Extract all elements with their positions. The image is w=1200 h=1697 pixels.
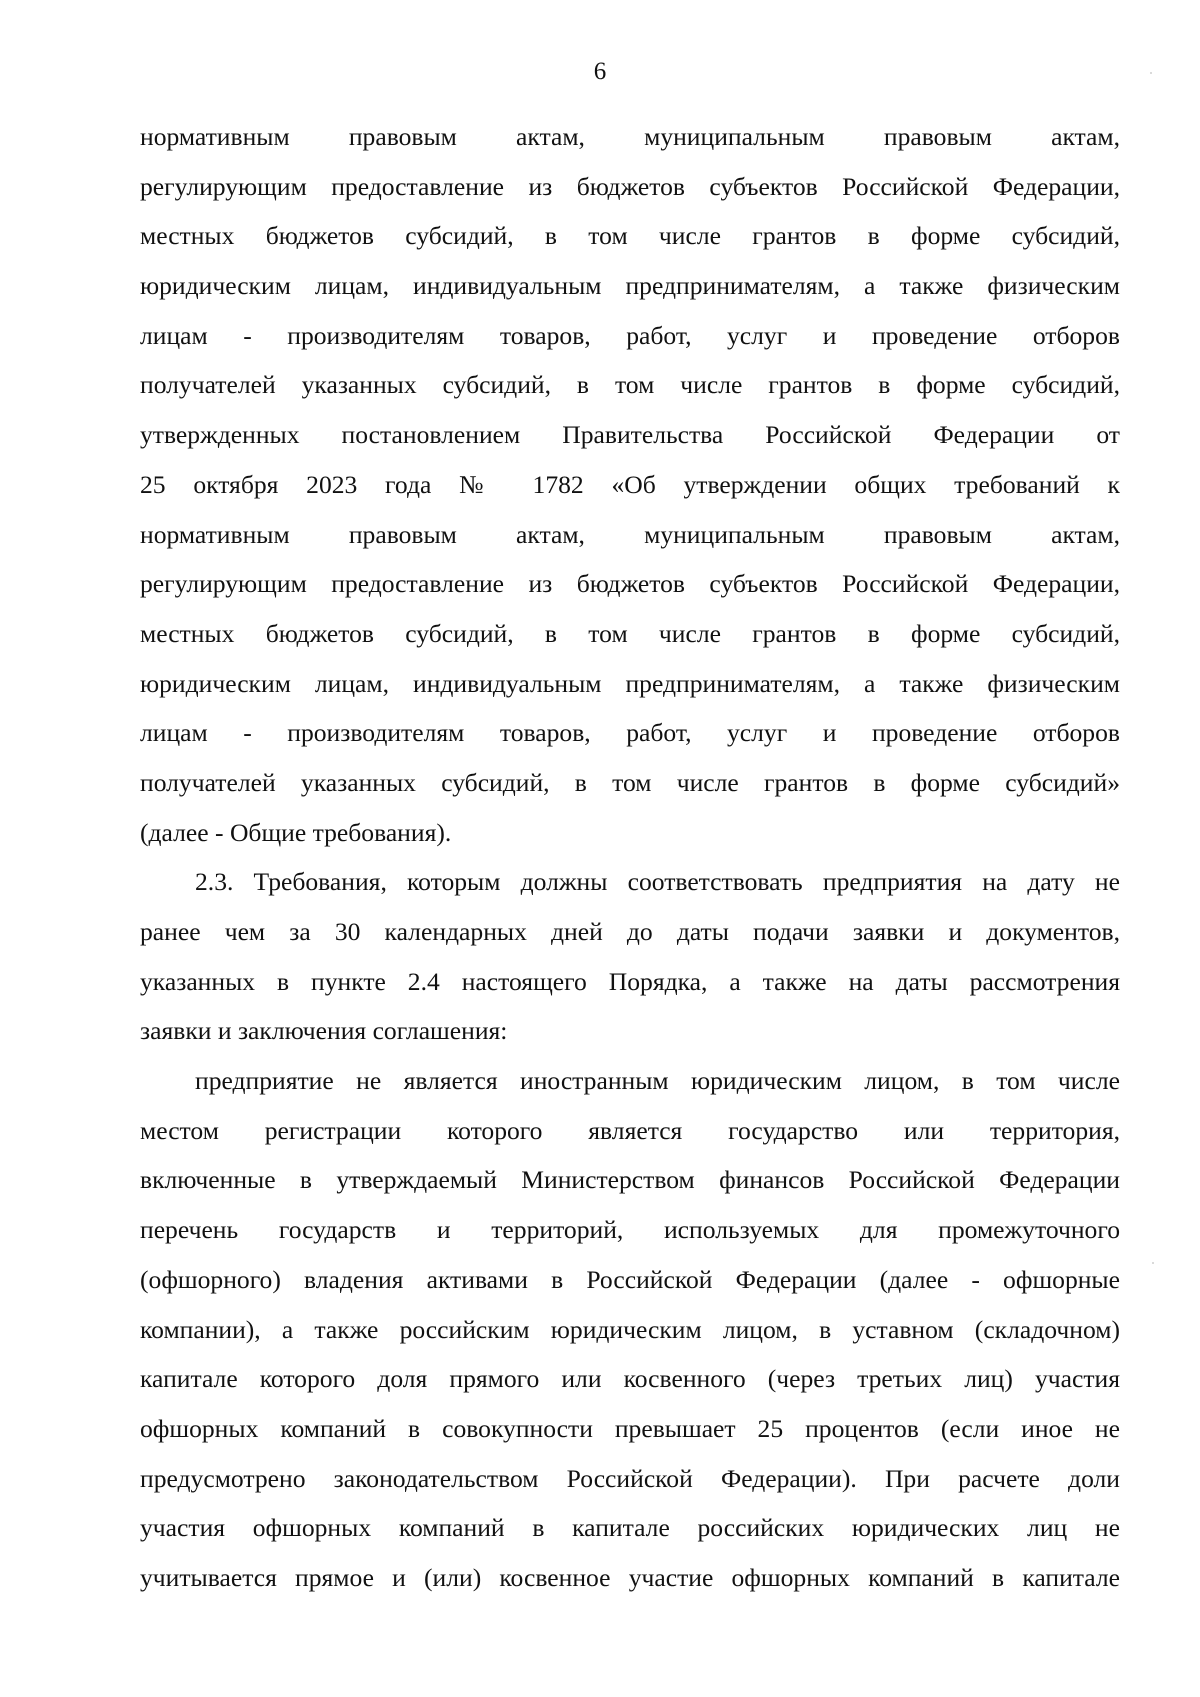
text-line: капитале которого доля прямого или косвенного (через третьих лиц) участия [140,1364,1120,1394]
text-line: местом регистрации которого является государство или территория, [140,1115,1120,1145]
text-line: регулирующим предоставление из бюджетов субъектов Российской Федерации, [140,171,1120,201]
text-line: юридическим лицам, индивидуальным предпринимателям, а также физическим [140,271,1120,301]
text-line: лицам - производителям товаров, работ, услуг и проведение отборов [140,320,1120,350]
scan-dot [1152,1262,1154,1264]
text-line: 25 октября 2023 года № 1782 «Об утверждении общих требований к [140,469,1120,499]
text-line: утвержденных постановлением Правительства Российской Федерации от [140,420,1120,450]
text-line: участия офшорных компаний в капитале российских юридических лиц не [140,1513,1120,1543]
text-line: компании), а также российским юридическим лицом, в уставном (складочном) [140,1314,1120,1344]
text-line: получателей указанных субсидий, в том числе грантов в форме субсидий» [140,767,1120,797]
text-line: местных бюджетов субсидий, в том числе грантов в форме субсидий, [140,618,1120,648]
text-line: юридическим лицам, индивидуальным предпринимателям, а также физическим [140,668,1120,698]
text-line: (далее - Общие требования). [140,817,452,847]
text-line: предусмотрено законодательством Российской Федерации). При расчете доли [140,1463,1120,1493]
text-line: лицам - производителям товаров, работ, услуг и проведение отборов [140,718,1120,748]
scan-dot [1150,72,1152,74]
page-number: 6 [593,58,607,85]
text-line: (офшорного) владения активами в Российской Федерации (далее - офшорные [140,1264,1120,1294]
document-body [140,112,1120,1603]
text-line: офшорных компаний в совокупности превышает 25 процентов (если иное не [140,1413,1120,1443]
text-line: нормативным правовым актам, муниципальным правовым актам, [140,519,1120,549]
text-line: местных бюджетов субсидий, в том числе грантов в форме субсидий, [140,221,1120,251]
paragraph-first-line: 2.3. Требования, которым должны соответствовать предприятия на дату не [195,867,1120,897]
text-line: нормативным правовым актам, муниципальным правовым актам, [140,122,1120,151]
text-line: ранее чем за 30 календарных дней до даты подачи заявки и документов, [140,917,1120,946]
text-line: включенные в утверждаемый Министерством финансов Российской Федерации [140,1165,1120,1195]
text-line: заявки и заключения соглашения: [140,1016,508,1046]
text-line: регулирующим предоставление из бюджетов субъектов Российской Федерации, [140,569,1120,599]
text-line: получателей указанных субсидий, в том числе грантов в форме субсидий, [140,370,1120,400]
text-line: указанных в пункте 2.4 настоящего Порядка, а также на даты рассмотрения [140,966,1120,996]
text-line: учитывается прямое и (или) косвенное участие офшорных компаний в капитале [140,1562,1120,1592]
text-line: перечень государств и территорий, используемых для промежуточного [140,1215,1120,1245]
paragraph-first-line: предприятие не является иностранным юридическим лицом, в том числе [195,1066,1120,1096]
